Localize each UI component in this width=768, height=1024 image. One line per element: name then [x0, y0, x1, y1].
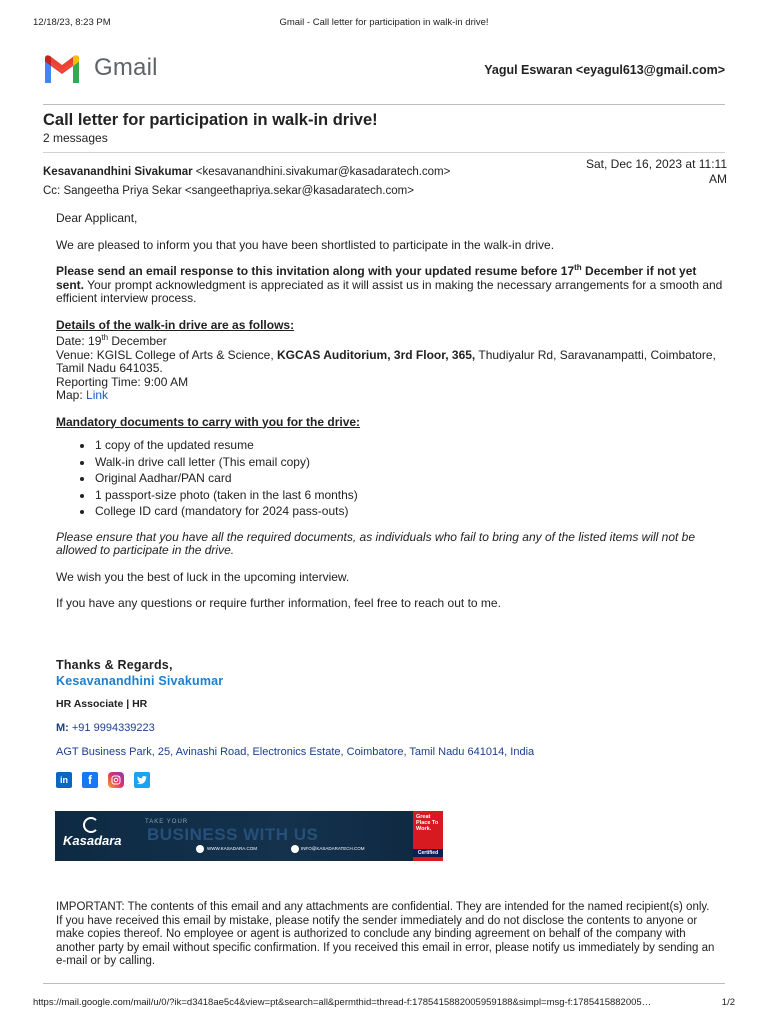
instagram-icon[interactable]: [108, 772, 124, 788]
venue-b: Thudiyalur Rd, Saravanampatti, Coimbatore, Tamil Nadu 641035.: [56, 347, 716, 375]
drive-date-label: Date: 19: [56, 334, 102, 348]
wishes-paragraph: We wish you the best of luck in the upcoming interview.: [56, 569, 350, 584]
map-line: [56, 389, 723, 403]
banner-website: WWW.KASADARA.COM: [207, 846, 258, 851]
warning-paragraph: Please ensure that you have all the required documents, as individuals who fail to bring any of the listed items will not be allowed to participate in the drive.: [56, 529, 696, 557]
gmail-wordmark: Gmail: [94, 54, 158, 81]
details-section: [56, 319, 723, 403]
request-bold-a: Please send an email response to this invitation along with your updated resume before 17: [56, 264, 575, 278]
list-item: • 1 copy of the updated resume: [94, 439, 723, 453]
banner-brand: Kasadara: [63, 833, 122, 848]
map-link[interactable]: Link: [86, 388, 109, 402]
phone-number[interactable]: +91 9994339223: [68, 722, 155, 734]
mail-icon: [291, 845, 299, 853]
twitter-icon[interactable]: [134, 772, 150, 788]
banner-email: INFO@KASADARATECH.COM: [301, 846, 365, 851]
cc-line: Cc: Sangeetha Priya Sekar <sangeethapriya.sekar@kasadaratech.com>: [43, 185, 414, 197]
print-title: Gmail - Call letter for participation in walk-in drive!: [279, 17, 489, 28]
drive-venue: [56, 349, 723, 376]
sender-email: <kesavanandhini.sivakumar@kasadaratech.com>: [195, 166, 451, 178]
print-url: https://mail.google.com/mail/u/0/?ik=d3418ae5c4&view=pt&search=all&permthid=thread-f:1785415882005959188&simpl=msg-f:1785415882005…: [33, 997, 652, 1008]
thread-subject: Call letter for participation in walk-in drive!: [43, 111, 378, 129]
greeting: Dear Applicant,: [56, 211, 138, 225]
message-body: [56, 212, 723, 624]
map-label: Map:: [56, 388, 87, 402]
account-label: Yagul Eswaran <eyagul613@gmail.com>: [484, 63, 725, 77]
sender-line: [43, 166, 450, 178]
request-sup: th: [574, 263, 582, 272]
contact-paragraph: If you have any questions or require further information, feel free to reach out to me.: [56, 596, 501, 610]
gmail-logo: [42, 52, 158, 84]
sender-name: Kesavanandhini Sivakumar: [43, 166, 193, 178]
print-datetime: 12/18/23, 8:23 PM: [33, 17, 111, 28]
list-item: • College ID card (mandatory for 2024 pass-outs): [94, 505, 723, 519]
globe-icon: [196, 845, 204, 853]
message-divider: [43, 152, 725, 153]
social-links: [56, 772, 534, 788]
gmail-m-icon: [42, 53, 82, 83]
linkedin-icon[interactable]: in: [56, 772, 72, 788]
request-rest: Your prompt acknowledgment is appreciated as it will assist us in making the necessary arrangements for a smooth and efficient interview process.: [56, 277, 723, 305]
print-header: [33, 17, 735, 31]
message-date-line2: AM: [709, 172, 727, 186]
signature-thanks: Thanks & Regards,: [56, 658, 173, 672]
request-bold-b: December if not yet sent.: [56, 264, 697, 292]
drive-date-sup: th: [101, 333, 109, 342]
request-paragraph: [56, 265, 723, 306]
facebook-icon[interactable]: f: [82, 772, 98, 788]
phone-label: M:: [56, 722, 69, 734]
badge-text: Great Place To Work.: [416, 814, 439, 832]
details-heading: Details of the walk-in drive are as follows:: [56, 317, 295, 332]
docs-list: [94, 439, 723, 519]
list-item: • Walk-in drive call letter (This email copy): [94, 456, 723, 470]
message-date-line1: Sat, Dec 16, 2023 at 11:11: [586, 157, 727, 171]
company-banner[interactable]: [55, 811, 443, 861]
venue-a: Venue: KGISL College of Arts & Science,: [56, 347, 278, 362]
badge-certified: Certified: [413, 849, 443, 857]
disclaimer: IMPORTANT: The contents of this email and any attachments are confidential. They are intended for the named recipient(s) only. If you have received this email by mistake, please notify the sender immediately and do not disclose the contents to anyone or make copies thereof. No employee or agent is authorized to conclude any binding agreement on behalf of the company with another party by email without specific confirmation. If you received this email in error, please notify us immediately by sending an e-mail or by calling.: [56, 901, 715, 968]
signature-address: AGT Business Park, 25, Avinashi Road, Electronics Estate, Coimbatore, Tamil Nadu 641014, India: [56, 746, 535, 758]
venue-bold: KGCAS Auditorium, 3rd Floor, 365,: [277, 347, 476, 362]
message-date: [567, 157, 727, 187]
footer-divider: [43, 983, 725, 984]
message-count: 2 messages: [43, 131, 108, 145]
banner-tagline-small: TAKE YOUR: [145, 819, 189, 825]
signature-phone: [56, 722, 534, 734]
drive-date: [56, 335, 723, 349]
docs-heading: Mandatory documents to carry with you for the drive:: [56, 414, 361, 429]
page-number: 1/2: [721, 997, 735, 1008]
list-item: • 1 passport-size photo (taken in the last 6 months): [94, 489, 723, 503]
header-divider: [43, 104, 725, 105]
kasadara-logo-icon: [83, 817, 99, 833]
signature-role: HR Associate | HR: [56, 698, 148, 710]
drive-date-rest: December: [108, 334, 167, 348]
signature-name: Kesavanandhini Sivakumar: [56, 674, 224, 688]
print-footer: [33, 997, 735, 1011]
intro-paragraph: We are pleased to inform you that you have been shortlisted to participate in the walk-in drive.: [56, 237, 555, 252]
signature: [56, 658, 534, 788]
great-place-to-work-badge: [413, 811, 443, 861]
list-item: • Original Aadhar/PAN card: [94, 472, 723, 486]
banner-tagline-big: BUSINESS WITH US: [147, 825, 319, 844]
reporting-time: Reporting Time: 9:00 AM: [56, 374, 189, 389]
